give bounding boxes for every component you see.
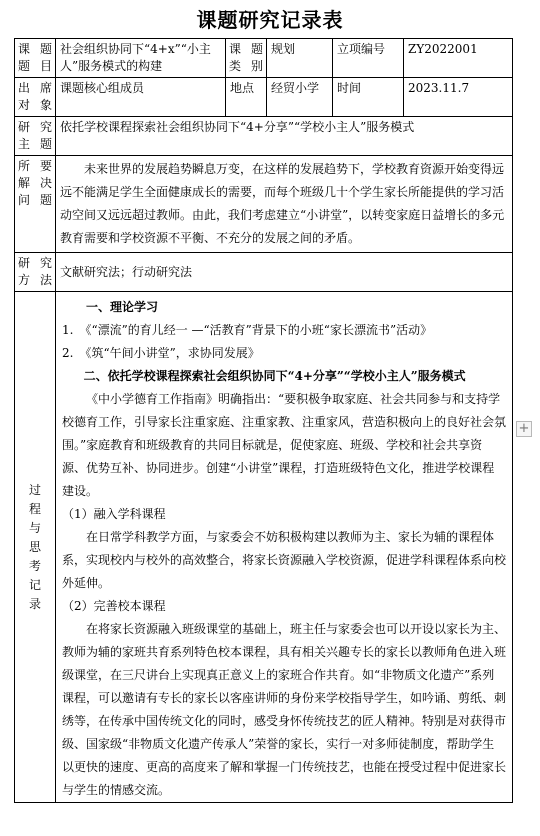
add-row-button[interactable]: +: [516, 421, 532, 437]
process-label-char: 思: [28, 539, 41, 554]
process-label-char: 程: [28, 501, 41, 516]
section2-heading: 二、依托学校课程探索社会组织协同下“4+分享”“学校小主人”服务模式: [83, 369, 466, 383]
type-label: 课题类别: [226, 39, 267, 78]
table-row-method: [15, 253, 513, 292]
code-value[interactable]: ZY2022001: [404, 39, 513, 78]
topic-value[interactable]: 社会组织协同下“4+x”“小主人”服务模式的构建: [56, 39, 226, 78]
process-label-char: 考: [28, 558, 41, 573]
subsection2-heading: （2）完善校本课程: [62, 599, 166, 613]
theme-label: 研究主题: [15, 117, 56, 156]
attend-value[interactable]: 课题核心组成员: [56, 78, 226, 117]
process-content[interactable]: [56, 292, 513, 803]
table-row-process: [15, 292, 513, 803]
section1-heading: 一、理论学习: [86, 300, 159, 314]
record-table: [14, 38, 513, 803]
table-row-topic: [15, 39, 513, 78]
method-value[interactable]: 文献研究法；行动研究法: [56, 253, 513, 292]
subsection1-heading: （1）融入学科课程: [62, 507, 166, 521]
theme-value[interactable]: 依托学校课程探索社会组织协同下“4+分享”“学校小主人”服务模式: [56, 117, 513, 156]
section1-item-1: 1. 《“漂流”的育儿经一 —“活教育”背景下的小班“家长漂流书”活动》: [62, 323, 433, 337]
process-label: [15, 292, 56, 803]
process-label-char: 过: [28, 482, 41, 497]
problem-cell[interactable]: [56, 156, 513, 253]
process-label-char: 录: [28, 596, 41, 611]
subsection2-paragraph: 在将家长资源融入班级课堂的基础上，班主任与家委会也可以开设以家长为主、教师为辅的家班共育系列特色校本课程，具有相关兴趣专长的家长以教师角色进入班级课堂，在三尺讲台上实现真正意义上的家班合作共育。如“非物质文化遗产”系列课程，可以邀请有专长的家长以客座讲师的身份来学校指导学生，如吟诵、剪纸、刺绣等，在传承中国传统文化的同时，感受身怀传统技艺的匠人精神。特别是对获得市级、国家级“非物质文化遗产传承人”荣誉的家长，实行一对多师徒制度，帮助学生以更快的速度、更高的高度来了解和掌握一门传统技艺，也能在授受过程中促进家长与学生的情感交流。: [62, 622, 507, 797]
table-row-problem: [15, 156, 513, 253]
problem-value: 未来世界的发展趋势瞬息万变，在这样的发展趋势下，学校教育资源开始变得远远不能满足学生全面健康成长的需要，而每个班级几十个学生家长所能提供的学习活动空间又远远超过教师。由此，我们考虑建立“小讲堂”，以转变家庭日益增长的多元教育需要和学校资源不平衡、不充分的发展之间的矛盾。: [60, 162, 505, 245]
method-label: 研究方法: [15, 253, 56, 292]
attend-label: 出席对象: [15, 78, 56, 117]
place-label: 地点: [226, 78, 267, 117]
problem-label: 所要解决问题: [15, 156, 56, 253]
table-row-attendance: [15, 78, 513, 117]
section2-paragraph: 《中小学德育工作指南》明确指出：“要积极争取家庭、社会共同参与和支持学校德育工作，引导家长注重家庭、注重家教、注重家风，营造积极向上的良好社会氛围。”家庭教育和班级教育的共同目标就是，促使家庭、班级、学校和社会共享资源、优势互补、协同进步。创建“小讲堂”课程，打造班级特色文化，推进学校课程建设。: [62, 392, 507, 498]
process-label-char: 记: [28, 577, 41, 592]
type-value[interactable]: 规划: [267, 39, 333, 78]
process-label-char: 与: [28, 520, 41, 535]
topic-label: 课题题目: [15, 39, 56, 78]
place-value[interactable]: 经贸小学: [267, 78, 333, 117]
time-value[interactable]: 2023.11.7: [404, 78, 513, 117]
time-label: 时间: [333, 78, 404, 117]
subsection1-paragraph: 在日常学科教学方面，与家委会不妨积极构建以教师为主、家长为辅的课程体系，实现校内与校外的高效整合，将家长资源融入学校资源，促进学科课程体系向校外延伸。: [62, 530, 507, 590]
page-title: 课题研究记录表: [196, 8, 344, 32]
table-row-theme: [15, 117, 513, 156]
section1-item-2: 2. 《筑“午间小讲堂”，求协同发展》: [62, 346, 260, 360]
code-label: 立项编号: [333, 39, 404, 78]
